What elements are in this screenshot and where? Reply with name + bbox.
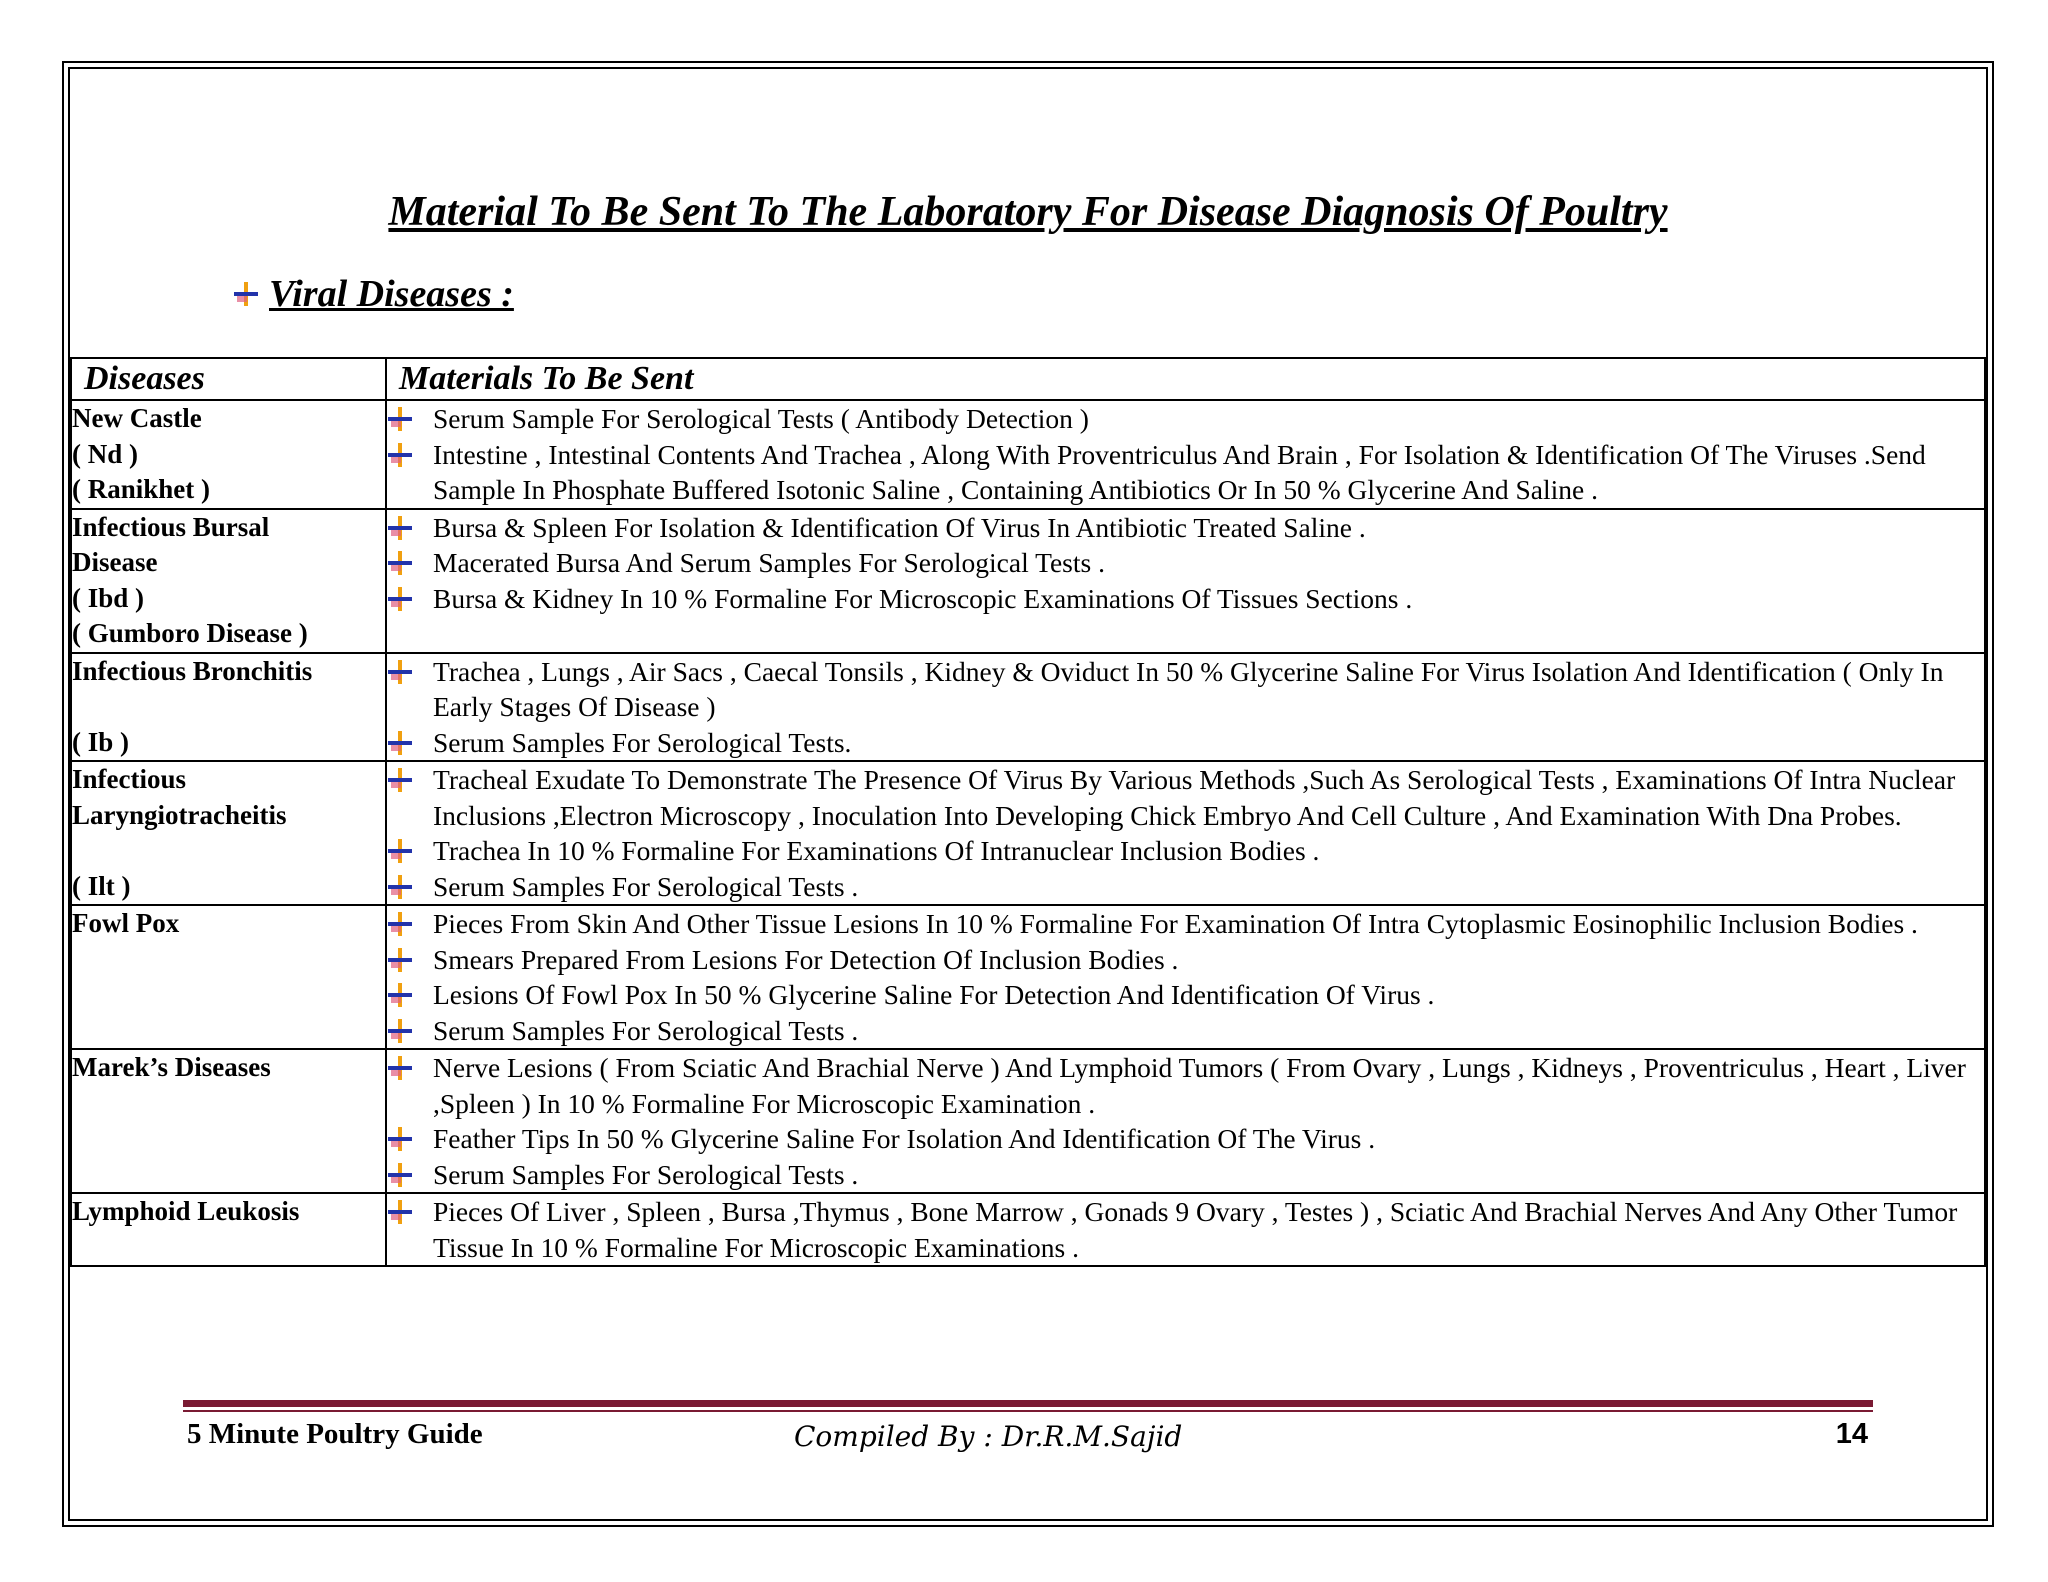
table-row <box>71 761 1985 905</box>
material-text: Feather Tips In 50 % Glycerine Saline For Isolation And Identification Of The Virus . <box>433 1123 1376 1154</box>
section-heading <box>233 272 514 316</box>
disease-name-line: Laryngiotracheitis <box>72 799 287 830</box>
material-text: Intestine , Intestinal Contents And Trachea , Along With Proventriculus And Brain , For Isolation & Identification Of The Viruses .Send Sample In Phosphate Buffered Isotonic Saline , Containing Antibiotics Or In 50 % Glycerine And Saline . <box>433 438 1926 505</box>
page-title: Material To Be Sent To The Laboratory For Disease Diagnosis Of Poultry <box>388 189 1668 235</box>
section-title: Viral Diseases : <box>269 273 514 315</box>
disease-name-line: Fowl Pox <box>72 908 180 938</box>
bullet-cross-icon <box>387 838 413 864</box>
disease-name-line: ( Ib ) <box>72 726 130 757</box>
bullet-cross-icon <box>387 730 413 756</box>
material-text: Pieces Of Liver , Spleen , Bursa ,Thymus , Bone Marrow , Gonads 9 Ovary , Testes ) , Sciatic And Brachial Nerves And Any Other Tumor Tissue In 10 % Formaline For Microscopic Examinations . <box>433 1196 1958 1263</box>
footer-rule <box>183 1400 1873 1407</box>
materials-cell <box>386 1193 1985 1266</box>
disease-name-line: ( Gumboro Disease ) <box>72 618 308 648</box>
bullet-cross-icon <box>233 281 259 307</box>
material-item <box>387 869 1984 905</box>
material-text: Bursa & Kidney In 10 % Formaline For Microscopic Examinations Of Tissues Sections . <box>433 582 1413 614</box>
materials-cell <box>386 653 1985 762</box>
material-item <box>387 581 1984 617</box>
material-text: Smears Prepared From Lesions For Detection Of Inclusion Bodies . <box>433 943 1179 975</box>
material-text: Tracheal Exudate To Demonstrate The Presence Of Virus By Various Methods ,Such As Serological Tests , Examinations Of Intra Nuclear Inclusions ,Electron Microscopy , Inoculation Into Developing Chick Embryo And Cell Culture , And Examination With Dna Probes. <box>433 764 1956 831</box>
material-item <box>387 1121 1984 1157</box>
disease-name-line: Infectious Bronchitis <box>72 655 313 686</box>
material-text: Serum Samples For Serological Tests. <box>433 726 852 758</box>
disease-cell <box>71 400 386 509</box>
disease-cell <box>71 1193 386 1266</box>
material-item <box>387 654 1984 725</box>
material-item <box>387 1013 1984 1049</box>
material-item <box>387 545 1984 581</box>
bullet-cross-icon <box>387 947 413 973</box>
material-text: Nerve Lesions ( From Sciatic And Brachial Nerve ) And Lymphoid Tumors ( From Ovary , Lungs , Kidneys , Proventriculus , Heart , Liver ,Spleen ) In 10 % Formaline For Microscopic Examination . <box>433 1052 1966 1119</box>
bullet-cross-icon <box>387 1018 413 1044</box>
disease-name-line: Lymphoid Leukosis <box>72 1196 300 1226</box>
materials-cell <box>386 509 1985 653</box>
materials-cell <box>386 761 1985 905</box>
disease-cell <box>71 509 386 653</box>
material-item <box>387 1194 1984 1265</box>
material-text: Pieces From Skin And Other Tissue Lesions In 10 % Formaline For Examination Of Intra Cytoplasmic Eosinophilic Inclusion Bodies . <box>433 908 1918 939</box>
bullet-cross-icon <box>387 1055 413 1081</box>
material-text: Lesions Of Fowl Pox In 50 % Glycerine Saline For Detection And Identification Of Virus . <box>433 979 1435 1010</box>
table-row <box>71 905 1985 1049</box>
disease-cell <box>71 1049 386 1193</box>
diagnosis-table <box>70 357 1986 1267</box>
bullet-cross-icon <box>387 442 413 468</box>
table-header-row <box>71 358 1985 400</box>
material-text: Trachea In 10 % Formaline For Examinations Of Intranuclear Inclusion Bodies . <box>433 835 1320 866</box>
disease-name-line: New Castle <box>72 403 202 433</box>
disease-name-line <box>72 833 385 869</box>
material-text: Trachea , Lungs , Air Sacs , Caecal Tonsils , Kidney & Oviduct In 50 % Glycerine Saline For Virus Isolation And Identification ( Only In Early Stages Of Disease ) <box>433 655 1944 722</box>
material-text: Serum Samples For Serological Tests . <box>433 1014 859 1046</box>
bullet-cross-icon <box>387 659 413 685</box>
header-diseases: Diseases <box>71 358 386 400</box>
table-row <box>71 653 1985 762</box>
page-number: 14 <box>1835 1418 1868 1450</box>
bullet-cross-icon <box>387 767 413 793</box>
table-row <box>71 509 1985 653</box>
disease-name-line <box>72 689 385 725</box>
disease-cell <box>71 761 386 905</box>
footer-rule-thin <box>183 1410 1873 1412</box>
bullet-cross-icon <box>387 1199 413 1225</box>
disease-name-line: ( Nd ) <box>72 438 138 469</box>
material-item <box>387 401 1984 437</box>
bullet-cross-icon <box>387 982 413 1008</box>
disease-name-line: ( Ilt ) <box>72 870 131 901</box>
materials-cell <box>386 1049 1985 1193</box>
disease-name-line: Disease <box>72 547 158 577</box>
table-row <box>71 1193 1985 1266</box>
bullet-cross-icon <box>387 515 413 541</box>
header-materials: Materials To Be Sent <box>386 358 1985 400</box>
material-item <box>387 833 1984 869</box>
material-item <box>387 762 1984 833</box>
material-text: Serum Sample For Serological Tests ( Antibody Detection ) <box>433 403 1089 434</box>
material-item <box>387 977 1984 1013</box>
bullet-cross-icon <box>387 911 413 937</box>
footer-guide-title: 5 Minute Poultry Guide <box>187 1418 483 1450</box>
disease-name-line: Marek’s Diseases <box>72 1052 271 1082</box>
disease-name-line: ( Ibd ) <box>72 582 145 613</box>
disease-cell <box>71 653 386 762</box>
material-item <box>387 725 1984 761</box>
material-item <box>387 1157 1984 1193</box>
bullet-cross-icon <box>387 550 413 576</box>
material-item <box>387 510 1984 546</box>
footer-compiled-by: Compiled By : Dr.R.M.Sajid <box>794 1420 1183 1453</box>
disease-name-line: ( Ranikhet ) <box>72 474 211 504</box>
disease-name-line: Infectious <box>72 764 186 794</box>
table-row <box>71 1049 1985 1193</box>
bullet-cross-icon <box>387 406 413 432</box>
bullet-cross-icon <box>387 1162 413 1188</box>
disease-name-line: Infectious Bursal <box>72 511 270 542</box>
material-text: Serum Samples For Serological Tests . <box>433 1158 859 1190</box>
materials-cell <box>386 400 1985 509</box>
table-row <box>71 400 1985 509</box>
material-text: Serum Samples For Serological Tests . <box>433 870 859 902</box>
material-text: Bursa & Spleen For Isolation & Identification Of Virus In Antibiotic Treated Saline . <box>433 511 1366 543</box>
disease-cell <box>71 905 386 1049</box>
bullet-cross-icon <box>387 1126 413 1152</box>
materials-cell <box>386 905 1985 1049</box>
material-item <box>387 906 1984 942</box>
bullet-cross-icon <box>387 586 413 612</box>
material-text: Macerated Bursa And Serum Samples For Serological Tests . <box>433 547 1105 578</box>
material-item <box>387 1050 1984 1121</box>
material-item <box>387 437 1984 508</box>
material-item <box>387 942 1984 978</box>
bullet-cross-icon <box>387 874 413 900</box>
